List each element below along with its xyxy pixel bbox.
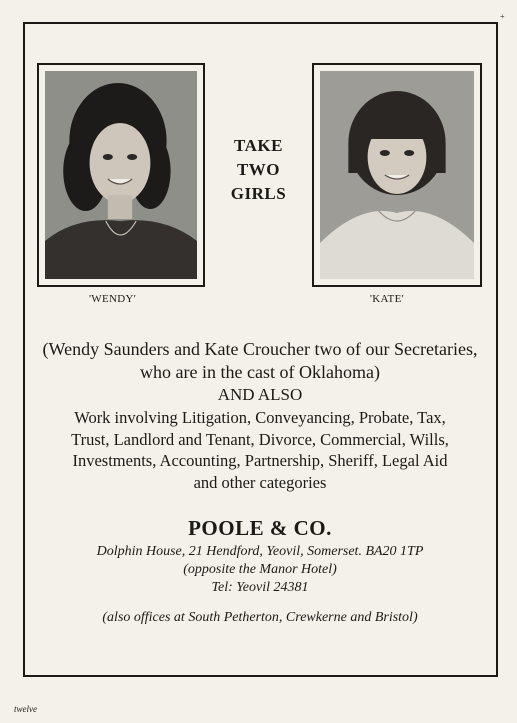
firm-other-offices: (also offices at South Petherton, Crewkerne and Bristol): [102, 610, 418, 625]
names-line-1: (Wendy Saunders and Kate Croucher two of our Secretaries,: [42, 339, 478, 359]
firm-address: Dolphin House, 21 Hendford, Yeovil, Somerset. BA20 1TP: [96, 544, 424, 559]
portrait-wendy-image: [45, 71, 197, 279]
headline: [205, 134, 312, 206]
names-paragraph: [30, 338, 490, 384]
headline-line-1: TAKE: [234, 136, 283, 155]
firm-name: POOLE & CO.: [188, 516, 332, 540]
firm-telephone: Tel: Yeovil 24381: [211, 580, 309, 595]
portrait-kate-image: [320, 71, 474, 279]
photo-wendy: [37, 63, 205, 287]
headline-line-3: GIRLS: [230, 184, 287, 203]
services-line-4: and other categories: [193, 472, 327, 492]
services-line-2: Trust, Landlord and Tenant, Divorce, Commercial, Wills,: [71, 429, 449, 449]
photo-kate: [312, 63, 482, 287]
caption-kate: 'KATE': [370, 293, 404, 305]
names-line-2: who are in the cast of Oklahoma): [140, 362, 380, 382]
services-line-1: Work involving Litigation, Conveyancing, Probate, Tax,: [74, 408, 446, 427]
page-number-label: twelve: [14, 704, 37, 714]
firm-landmark: (opposite the Manor Hotel): [183, 562, 337, 577]
services-paragraph: [30, 407, 490, 493]
caption-wendy: 'WENDY': [89, 293, 136, 305]
corner-mark: +: [500, 12, 505, 21]
headline-line-2: TWO: [236, 160, 281, 179]
services-line-3: Investments, Accounting, Partnership, Sheriff, Legal Aid: [72, 451, 448, 470]
and-also-heading: AND ALSO: [217, 385, 303, 404]
